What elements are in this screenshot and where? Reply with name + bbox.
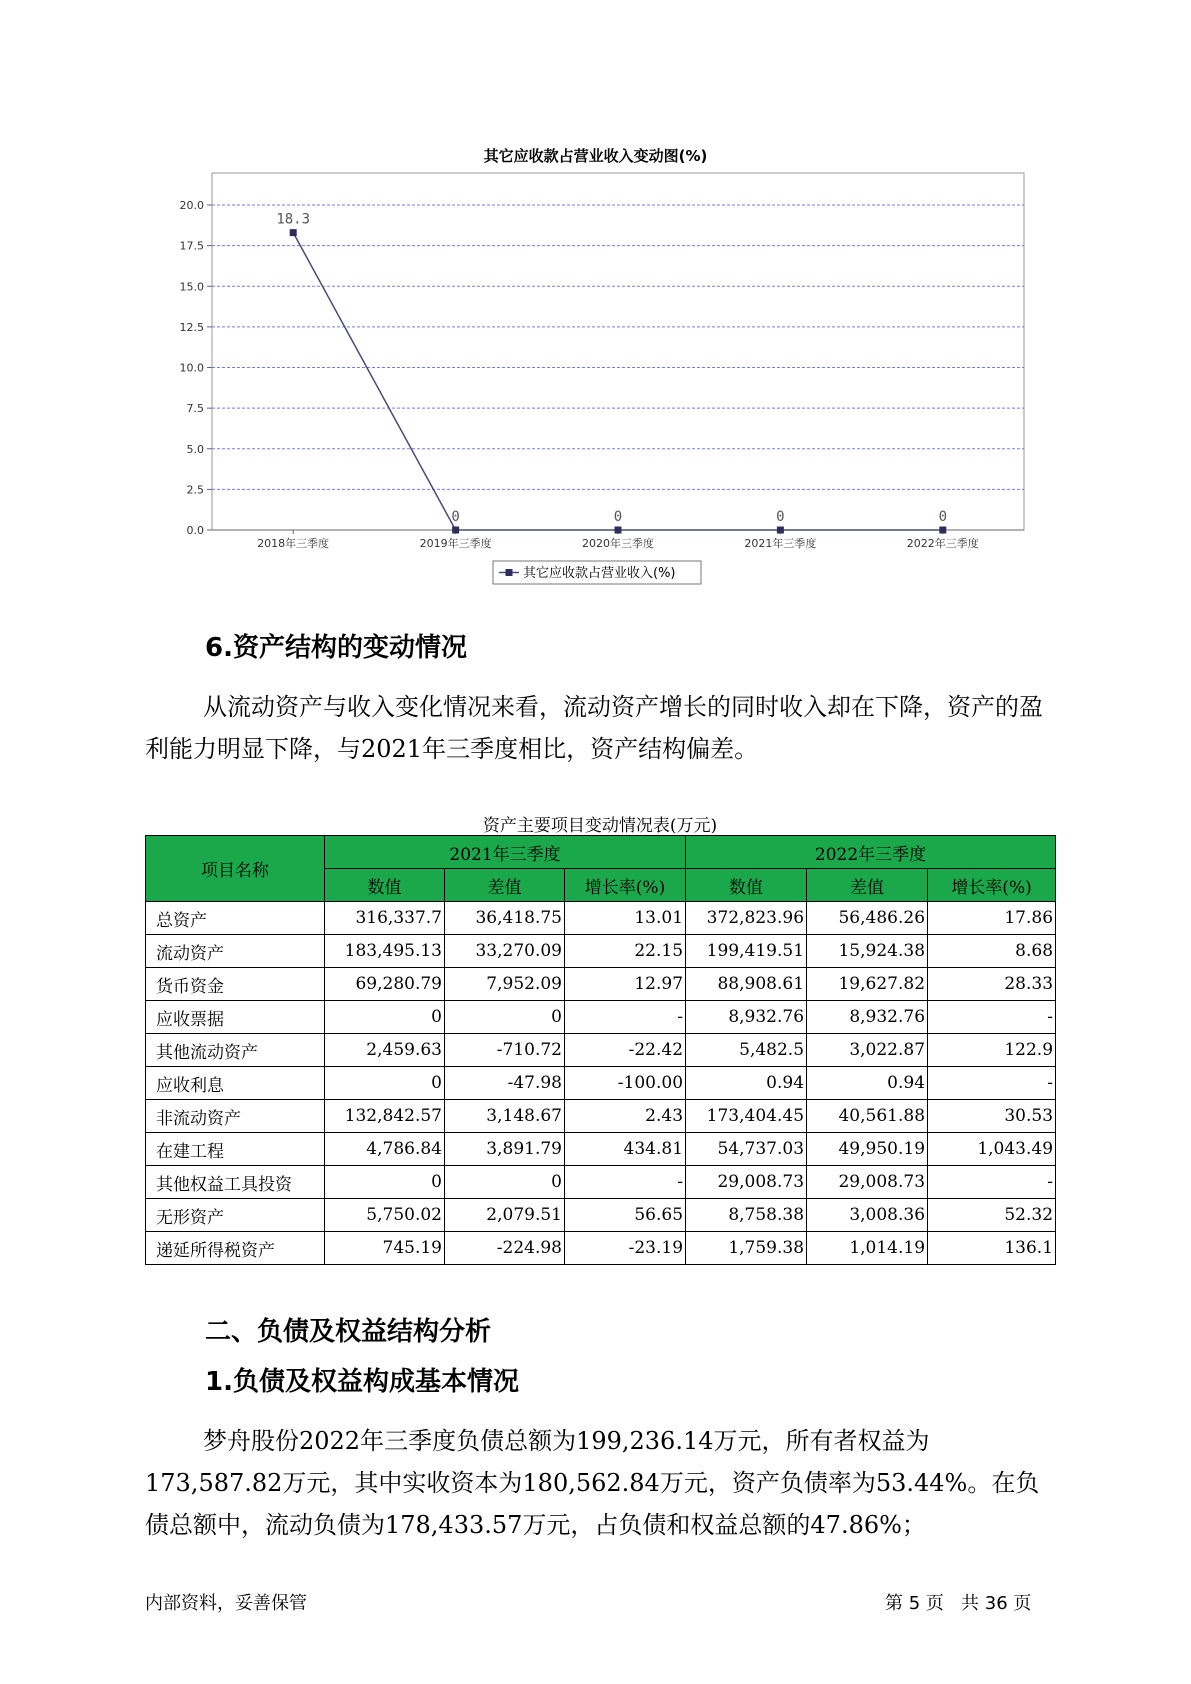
header-diff: 差值 [807, 869, 928, 902]
table-cell: 0 [445, 1166, 565, 1199]
table-cell: 0 [445, 1001, 565, 1034]
row-label: 总资产 [146, 902, 325, 935]
table-row [146, 1232, 1056, 1265]
asset-structure-paragraph [145, 686, 1055, 770]
table-cell: 52.32 [928, 1199, 1056, 1232]
row-label: 递延所得税资产 [146, 1232, 325, 1265]
section-heading-asset-structure: 6.资产结构的变动情况 [205, 633, 467, 663]
table-row [146, 935, 1056, 968]
y-tick-label: 15.0 [179, 280, 204, 294]
table-cell: 13.01 [565, 902, 686, 935]
table-cell: 199,419.51 [686, 935, 807, 968]
table-cell: 132,842.57 [325, 1100, 445, 1133]
paragraph-text: 梦舟股份2022年三季度负债总额为199,236.14万元，所有者权益为173,587.82万元，其中实收资本为180,562.84万元，资产负债率为53.44%。在负债总额中，流动负债为178,433.57万元，占负债和权益总额的47.86%； [145, 1427, 1040, 1539]
legend-marker [506, 569, 513, 576]
table-cell: 5,482.5 [686, 1034, 807, 1067]
data-label: 0 [938, 509, 948, 525]
table-cell: 69,280.79 [325, 968, 445, 1001]
y-tick-label: 5.0 [186, 442, 204, 456]
data-label: 0 [776, 509, 785, 525]
table-cell: 0 [325, 1166, 445, 1199]
table-row [146, 902, 1056, 935]
table-cell: 3,022.87 [807, 1034, 928, 1067]
table-cell: - [565, 1001, 686, 1034]
data-point-marker [939, 527, 946, 534]
table-row [146, 1133, 1056, 1166]
table-cell: -23.19 [565, 1232, 686, 1265]
table-cell: 29,008.73 [807, 1166, 928, 1199]
table-cell: 8,932.76 [686, 1001, 807, 1034]
table-cell: 17.86 [928, 902, 1056, 935]
row-label: 非流动资产 [146, 1100, 325, 1133]
table-cell: -224.98 [445, 1232, 565, 1265]
asset-change-table [145, 835, 1056, 1265]
data-point-marker [452, 527, 459, 534]
table-cell: 0.94 [686, 1067, 807, 1100]
data-label: 0 [613, 509, 623, 525]
table-cell: 33,270.09 [445, 935, 565, 968]
table-cell: 36,418.75 [445, 902, 565, 935]
table-cell: - [928, 1166, 1056, 1199]
table-cell: 0 [325, 1067, 445, 1100]
table-row [146, 968, 1056, 1001]
row-label: 应收利息 [146, 1067, 325, 1100]
y-tick-label: 12.5 [179, 320, 204, 334]
table-cell: 56,486.26 [807, 902, 928, 935]
table-cell: 136.1 [928, 1232, 1056, 1265]
table-cell: 3,148.67 [445, 1100, 565, 1133]
table-body [146, 902, 1056, 1265]
table-cell: 8,932.76 [807, 1001, 928, 1034]
table-cell: 372,823.96 [686, 902, 807, 935]
header-item-name: 项目名称 [146, 836, 325, 902]
table-cell: 12.97 [565, 968, 686, 1001]
header-value: 数值 [325, 869, 445, 902]
table-cell: -47.98 [445, 1067, 565, 1100]
y-tick-label: 0.0 [186, 524, 204, 537]
table-cell: 22.15 [565, 935, 686, 968]
table-caption: 资产主要项目变动情况表(万元) [482, 816, 718, 836]
table-cell: 29,008.73 [686, 1166, 807, 1199]
table-row [146, 1166, 1056, 1199]
table-cell: 434.81 [565, 1133, 686, 1166]
table-cell: 1,759.38 [686, 1232, 807, 1265]
table-cell: 8,758.38 [686, 1199, 807, 1232]
table-cell: 49,950.19 [807, 1133, 928, 1166]
x-tick-label: 2021年三季度 [744, 537, 817, 550]
data-label: 18.3 [276, 211, 311, 228]
row-label: 流动资产 [146, 935, 325, 968]
table-cell: 1,043.49 [928, 1133, 1056, 1166]
table-row [146, 1199, 1056, 1232]
footer-page-number: 第 5 页 共 36 页 [885, 1593, 1032, 1614]
table-cell: - [928, 1001, 1056, 1034]
paragraph-text: 从流动资产与收入变化情况来看，流动资产增长的同时收入却在下降，资产的盈利能力明显下降，与2021年三季度相比，资产结构偏差。 [145, 693, 1043, 763]
table-row [146, 1100, 1056, 1133]
header-group-2022: 2022年三季度 [686, 836, 1056, 869]
row-label: 应收票据 [146, 1001, 325, 1034]
table-cell: 88,908.61 [686, 968, 807, 1001]
table-cell: 2,459.63 [325, 1034, 445, 1067]
row-label: 其他流动资产 [146, 1034, 325, 1067]
subsection-heading-composition: 1.负债及权益构成基本情况 [205, 1367, 519, 1397]
table-cell: - [565, 1166, 686, 1199]
data-point-marker [290, 229, 297, 236]
table-cell: 122.9 [928, 1034, 1056, 1067]
x-tick-label: 2022年三季度 [906, 537, 979, 550]
row-label: 在建工程 [146, 1133, 325, 1166]
header-growth: 增长率(%) [928, 869, 1056, 902]
row-label: 其他权益工具投资 [146, 1166, 325, 1199]
header-value: 数值 [686, 869, 807, 902]
x-tick-label: 2020年三季度 [582, 537, 654, 550]
legend-label: 其它应收款占营业收入(%) [523, 566, 676, 581]
table-cell: 0 [325, 1001, 445, 1034]
table-cell: 54,737.03 [686, 1133, 807, 1166]
section-heading-liability-equity: 二、负债及权益结构分析 [205, 1317, 492, 1347]
table-row [146, 1001, 1056, 1034]
table-cell: 1,014.19 [807, 1232, 928, 1265]
liability-paragraph [145, 1420, 1055, 1546]
table-cell: 4,786.84 [325, 1133, 445, 1166]
table-cell: 28.33 [928, 968, 1056, 1001]
table-cell: 7,952.09 [445, 968, 565, 1001]
row-label: 无形资产 [146, 1199, 325, 1232]
table-cell: 2.43 [565, 1100, 686, 1133]
table-cell: 2,079.51 [445, 1199, 565, 1232]
data-point-marker [615, 527, 622, 534]
table-cell: 316,337.7 [325, 902, 445, 935]
y-tick-label: 17.5 [179, 239, 204, 253]
data-label: 0 [451, 509, 460, 525]
x-tick-label: 2019年三季度 [419, 537, 492, 550]
table-cell: 3,891.79 [445, 1133, 565, 1166]
chart-title: 其它应收款占营业收入变动图(%) [483, 147, 708, 165]
table-cell: 8.68 [928, 935, 1056, 968]
table-cell: -710.72 [445, 1034, 565, 1067]
table-cell: 30.53 [928, 1100, 1056, 1133]
table-row [146, 1034, 1056, 1067]
table-cell: -100.00 [565, 1067, 686, 1100]
table-cell: -22.42 [565, 1034, 686, 1067]
table-cell: 745.19 [325, 1232, 445, 1265]
table-row [146, 1067, 1056, 1100]
table-cell: 19,627.82 [807, 968, 928, 1001]
table-cell: 40,561.88 [807, 1100, 928, 1133]
x-tick-label: 2018年三季度 [257, 537, 330, 550]
table-cell: 56.65 [565, 1199, 686, 1232]
table-cell: 3,008.36 [807, 1199, 928, 1232]
plot-area [212, 173, 1024, 530]
y-tick-label: 20.0 [179, 199, 204, 212]
table-cell: 5,750.02 [325, 1199, 445, 1232]
table-cell: - [928, 1067, 1056, 1100]
line-chart [0, 0, 1191, 600]
header-diff: 差值 [445, 869, 565, 902]
table-cell: 173,404.45 [686, 1100, 807, 1133]
header-growth: 增长率(%) [565, 869, 686, 902]
table-cell: 0.94 [807, 1067, 928, 1100]
y-tick-label: 2.5 [186, 483, 204, 497]
row-label: 货币资金 [146, 968, 325, 1001]
data-point-marker [777, 527, 784, 534]
y-tick-label: 7.5 [186, 402, 204, 416]
header-group-2021: 2021年三季度 [325, 836, 686, 869]
y-tick-label: 10.0 [179, 361, 204, 375]
footer-confidential-note: 内部资料，妥善保管 [145, 1593, 307, 1614]
table-cell: 183,495.13 [325, 935, 445, 968]
table-cell: 15,924.38 [807, 935, 928, 968]
